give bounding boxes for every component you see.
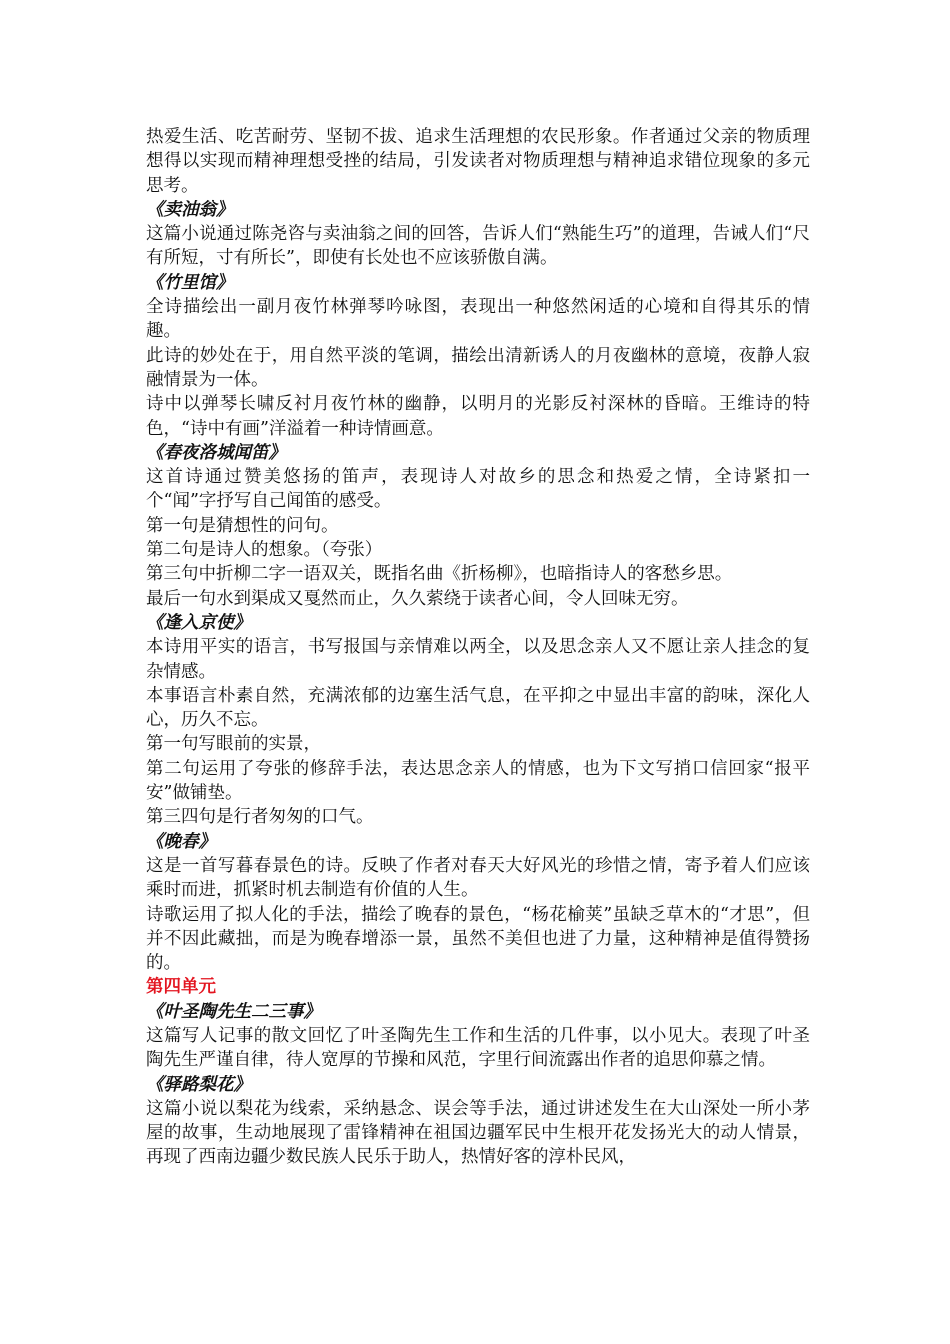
paragraph: 热爱生活、吃苦耐劳、坚韧不拔、追求生活理想的农民形象。作者通过父亲的物质理想得以实现而精神理想受挫的结局，引发读者对物质理想与精神追求错位现象的多元思考。 [146,127,810,196]
paragraph: 全诗描绘出一副月夜竹林弹琴吟咏图，表现出一种悠然闲适的心境和自得其乐的情趣。 [146,297,810,342]
paragraph: 第一句写眼前的实景， [146,734,321,755]
paragraph: 第三四句是行者匆匆的口气。 [146,807,374,828]
section-heading: 《叶圣陶先生二三事》 [146,1001,321,1022]
section-heading: 《驿路梨花》 [146,1074,251,1095]
paragraph: 本事语言朴素自然，充满浓郁的边塞生活气息，在平抑之中显出丰富的韵味，深化人心，历久不忘。 [146,685,810,731]
paragraph: 第二句运用了夸张的修辞手法，表达思念亲人的情感，也为下文写捎口信回家“报平安”做铺垫。 [146,758,810,804]
paragraph: 这篇写人记事的散文回忆了叶圣陶先生工作和生活的几件事，以小见大。表现了叶圣陶先生严谨自律，待人宽厚的节操和风范，字里行间流露出作者的追思仰慕之情。 [146,1025,810,1071]
section-heading: 《竹里馆》 [146,272,234,293]
paragraph: 这篇小说以梨花为线索，采纳悬念、误会等手法，通过讲述发生在大山深处一所小茅屋的故事，生动地展现了雷锋精神在祖国边疆军民中生根开花发扬光大的动人情景，再现了西南边疆少数民族人民乐于助人，热情好客的淳朴民风， [146,1098,810,1168]
paragraph: 这篇小说通过陈尧咨与卖油翁之间的回答，告诉人们“熟能生巧”的道理，告诫人们“尺有所短，寸有所长”，即使有长处也不应该骄傲自满。 [146,224,810,269]
section-heading: 《春夜洛城闻笛》 [146,442,286,463]
section-heading: 《晚春》 [146,831,216,852]
document-body [146,125,810,1170]
paragraph: 此诗的妙处在于，用自然平淡的笔调，描绘出清新诱人的月夜幽林的意境，夜静人寂融情景为一体。 [146,345,810,390]
paragraph: 这首诗通过赞美悠扬的笛声，表现诗人对故乡的思念和热爱之情，全诗紧扣一个“闻”字抒写自己闻笛的感受。 [146,467,810,512]
paragraph: 诗歌运用了拟人化的手法，描绘了晚春的景色，“杨花榆荚”虽缺乏草木的“才思”，但并不因此藏拙，而是为晚春增添一景，虽然不美但也进了力量，这种精神是值得赞扬的。 [146,904,810,974]
unit-heading: 第四单元 [146,977,216,998]
paragraph: 第三句中折柳二字一语双关，既指名曲《折杨柳》，也暗指诗人的客愁乡思。 [146,564,733,585]
paragraph: 第二句是诗人的想象。（夸张） [146,540,383,561]
paragraph: 诗中以弹琴长啸反衬月夜竹林的幽静，以明月的光影反衬深林的昏暗。王维诗的特色，“诗中有画”洋溢着一种诗情画意。 [146,394,810,439]
paragraph: 本诗用平实的语言，书写报国与亲情难以两全，以及思念亲人又不愿让亲人挂念的复杂情感。 [146,637,810,682]
paragraph: 这是一首写暮春景色的诗。反映了作者对春天大好风光的珍惜之情，寄予着人们应该乘时而进，抓紧时机去制造有价值的人生。 [146,855,810,901]
section-heading: 《逢入京使》 [146,612,251,633]
paragraph: 最后一句水到渠成又戛然而止，久久萦绕于读者心间，令人回味无穷。 [146,588,689,609]
paragraph: 第一句是猜想性的问句。 [146,515,339,536]
section-heading: 《卖油翁》 [146,199,234,220]
